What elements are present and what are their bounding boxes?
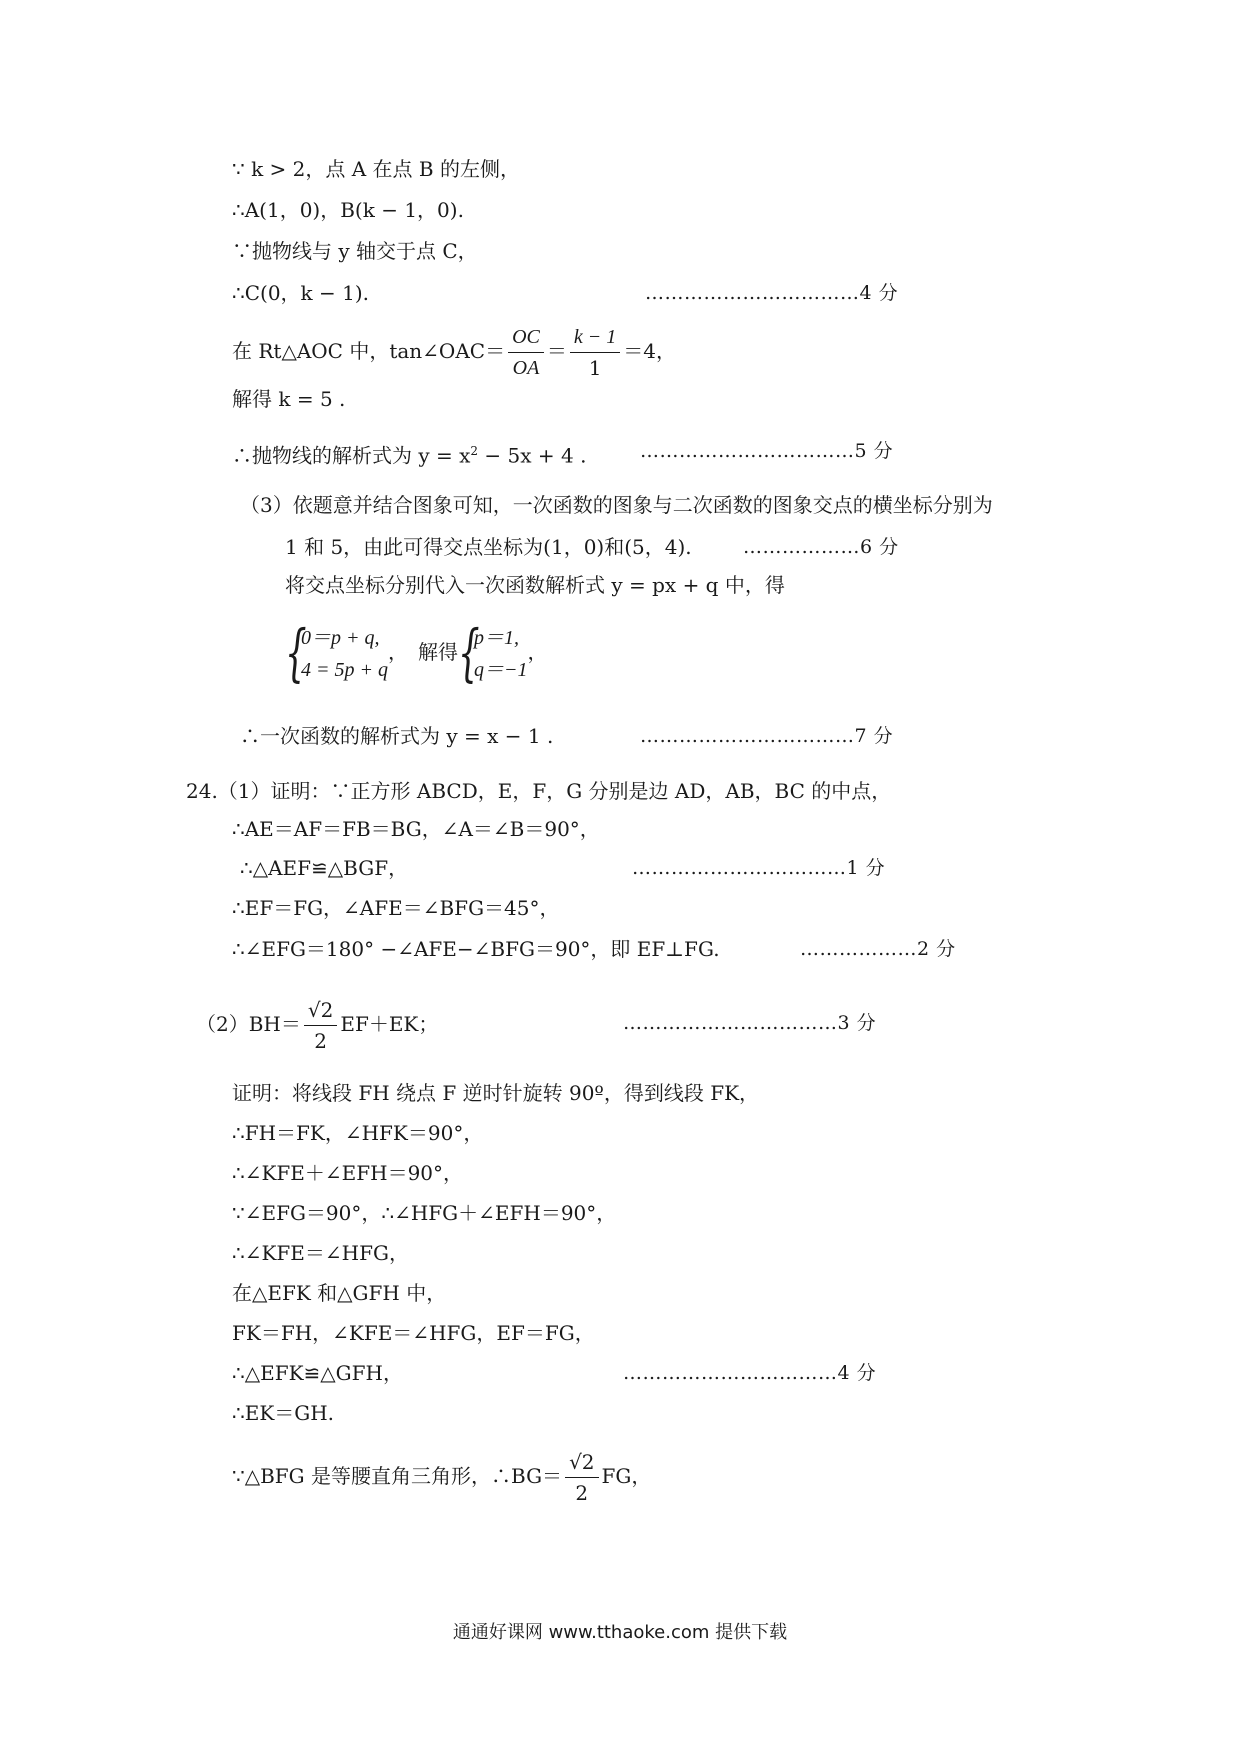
- equation-text: ， 解得: [388, 640, 458, 664]
- system-row: 0＝p + q,: [301, 626, 380, 649]
- brace-icon: {: [458, 615, 480, 689]
- text-line: 在△EFK 和△GFH 中，: [232, 1281, 447, 1305]
- fraction-numerator: k − 1: [570, 322, 620, 353]
- fraction: [508, 322, 544, 383]
- score-mark: ……………………………5 分: [640, 440, 894, 462]
- system-row: q＝−1: [474, 658, 528, 681]
- text-line: ∴∠KFE＝∠HFG，: [232, 1241, 409, 1265]
- text-line: 24.（1）证明：∵正方形 ABCD，E，F，G 分别是边 AD，AB，BC 的中点，: [186, 779, 892, 803]
- score-mark: ……………………………7 分: [640, 725, 894, 747]
- page-footer: 通通好课网 www.tthaoke.com 提供下载: [452, 1622, 788, 1643]
- text-line: 证明：将线段 FH 绕点 F 逆时针旋转 90º，得到线段 FK，: [232, 1081, 760, 1105]
- text-line: ∴FH＝FK，∠HFK＝90°，: [232, 1121, 484, 1145]
- text-line: ∴C(0，k − 1).: [232, 281, 370, 305]
- equation-text: ∴抛物线的解析式为 y = x: [232, 443, 471, 468]
- exponent: 2: [470, 444, 479, 458]
- text-line: ∴EK＝GH.: [232, 1401, 335, 1425]
- fraction: [304, 995, 337, 1056]
- equation-text: ，: [527, 640, 548, 664]
- equation-text: FG，: [601, 1464, 652, 1488]
- score-mark: ……………………………4 分: [623, 1362, 877, 1384]
- text-line: 解得 k = 5 .: [232, 387, 346, 411]
- system-left: [285, 615, 388, 689]
- fraction: [565, 1447, 598, 1508]
- text-line: ∵ k > 2，点 A 在点 B 的左侧，: [232, 157, 520, 181]
- equation-text: 在 Rt△AOC 中，tan∠OAC＝: [232, 339, 506, 363]
- brace-icon: {: [285, 615, 307, 689]
- equation-text: ∵△BFG 是等腰直角三角形，∴BG＝: [232, 1464, 563, 1488]
- text-line: 1 和 5，由此可得交点坐标为(1，0)和(5，4).: [285, 535, 692, 559]
- text-line: FK＝FH，∠KFE＝∠HFG，EF＝FG，: [232, 1321, 595, 1345]
- equation-text: （2）BH＝: [196, 1012, 301, 1036]
- score-mark: ……………………………1 分: [632, 857, 886, 879]
- text-line: ∴AE＝AF＝FB＝BG，∠A＝∠B＝90°，: [232, 817, 600, 841]
- score-mark: ………………6 分: [743, 536, 899, 558]
- fraction-denominator: 1: [588, 356, 602, 380]
- bg-equation: [232, 1440, 651, 1512]
- system-row: 4 = 5p + q: [301, 658, 388, 681]
- fraction-numerator: OC: [508, 322, 544, 353]
- equation-system: [285, 615, 548, 689]
- fraction-denominator: OA: [512, 357, 540, 379]
- equation-text: EF＋EK；: [340, 1012, 439, 1036]
- equation-text: − 5x + 4 .: [478, 443, 587, 468]
- text-line: ∴A(1，0)，B(k − 1，0).: [232, 198, 464, 222]
- parabola-expression: [232, 436, 586, 471]
- system-right: [458, 615, 528, 689]
- fraction: [570, 322, 620, 383]
- text-line: ∴△AEF≌△BGF，: [240, 856, 409, 880]
- fraction-numerator: √2: [304, 995, 337, 1026]
- fraction-denominator: 2: [314, 1029, 327, 1053]
- score-mark: ……………………………4 分: [645, 282, 899, 304]
- text-line: ∵抛物线与 y 轴交于点 C，: [232, 239, 478, 263]
- text-line: （3）依题意并结合图象可知，一次函数的图象与二次函数的图象交点的横坐标分别为: [240, 493, 993, 517]
- bh-equation: [196, 988, 438, 1060]
- text-line: ∴一次函数的解析式为 y = x − 1 .: [240, 724, 554, 748]
- equation-text: ＝: [546, 339, 567, 363]
- text-line: ∴∠EFG＝180° −∠AFE−∠BFG＝90°，即 EF⊥FG.: [232, 937, 720, 961]
- system-row: p＝1,: [474, 626, 519, 649]
- score-mark: ………………2 分: [800, 938, 956, 960]
- fraction-denominator: 2: [575, 1481, 589, 1505]
- text-line: ∴∠KFE＋∠EFH＝90°，: [232, 1161, 464, 1185]
- equation-text: ＝4，: [623, 339, 676, 363]
- text-line: ∵∠EFG＝90°，∴∠HFG＋∠EFH＝90°，: [232, 1201, 617, 1225]
- fraction-numerator: √2: [565, 1447, 598, 1478]
- text-line: 将交点坐标分别代入一次函数解析式 y = px + q 中，得: [285, 573, 785, 597]
- tan-equation: [232, 315, 676, 387]
- score-mark: ……………………………3 分: [623, 1012, 877, 1034]
- text-line: ∴△EFK≌△GFH，: [232, 1361, 403, 1385]
- text-line: ∴EF＝FG，∠AFE＝∠BFG＝45°，: [232, 896, 560, 920]
